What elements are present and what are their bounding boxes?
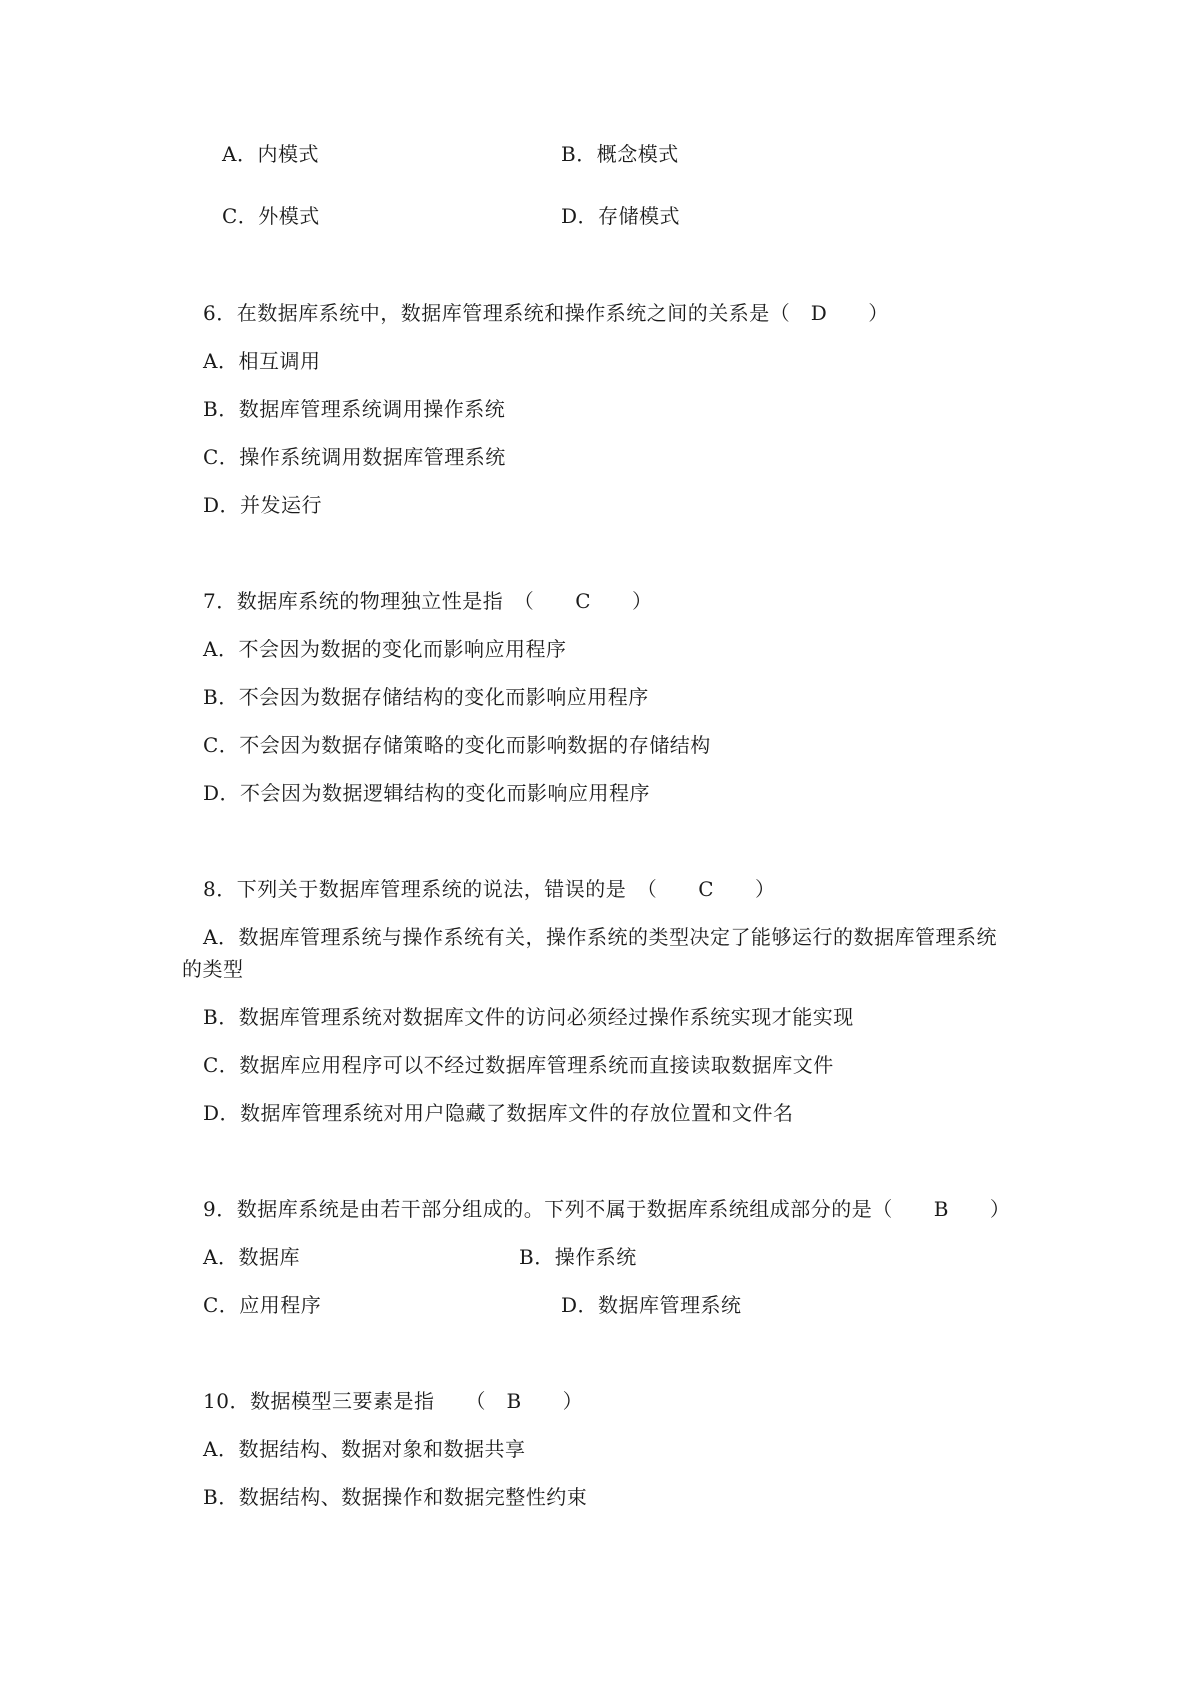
- q8-option-d: D．数据库管理系统对用户隐藏了数据库文件的存放位置和文件名: [203, 1101, 794, 1125]
- q6-option-c: C．操作系统调用数据库管理系统: [203, 445, 506, 469]
- q7-option-c: C．不会因为数据存储策略的变化而影响数据的存储结构: [203, 733, 711, 757]
- q9-stem: 9．数据库系统是由若干部分组成的。下列不属于数据库系统组成部分的是（ B ）: [203, 1197, 1011, 1221]
- q8-option-a-continuation: 的类型: [182, 957, 244, 981]
- q5-option-b: B．概念模式: [561, 142, 679, 166]
- q6-option-a: A．相互调用: [203, 349, 321, 373]
- q9-option-b: B．操作系统: [519, 1245, 637, 1269]
- q9-option-d: D．数据库管理系统: [561, 1293, 742, 1317]
- q5-option-d: D．存储模式: [561, 204, 681, 228]
- q8-option-a: A．数据库管理系统与操作系统有关，操作系统的类型决定了能够运行的数据库管理系统: [203, 925, 997, 949]
- q8-option-c: C．数据库应用程序可以不经过数据库管理系统而直接读取数据库文件: [203, 1053, 834, 1077]
- q7-stem: 7．数据库系统的物理独立性是指 （ C ）: [203, 589, 653, 613]
- q10-stem: 10．数据模型三要素是指 （ B ）: [203, 1389, 584, 1413]
- q8-stem: 8．下列关于数据库管理系统的说法，错误的是 （ C ）: [203, 877, 776, 901]
- q7-option-d: D．不会因为数据逻辑结构的变化而影响应用程序: [203, 781, 651, 805]
- q8-option-b: B．数据库管理系统对数据库文件的访问必须经过操作系统实现才能实现: [203, 1005, 854, 1029]
- q9-option-c: C．应用程序: [203, 1293, 322, 1317]
- q9-option-a: A．数据库: [203, 1245, 300, 1269]
- q5-option-c: C．外模式: [222, 204, 320, 228]
- q7-option-b: B．不会因为数据存储结构的变化而影响应用程序: [203, 685, 649, 709]
- q5-option-a: A．内模式: [222, 142, 319, 166]
- q6-stem: 6．在数据库系统中，数据库管理系统和操作系统之间的关系是（ D ）: [203, 301, 889, 325]
- q6-option-d: D．并发运行: [203, 493, 323, 517]
- q10-option-b: B．数据结构、数据操作和数据完整性约束: [203, 1485, 588, 1509]
- q10-option-a: A．数据结构、数据对象和数据共享: [203, 1437, 526, 1461]
- q7-option-a: A．不会因为数据的变化而影响应用程序: [203, 637, 567, 661]
- q6-option-b: B．数据库管理系统调用操作系统: [203, 397, 506, 421]
